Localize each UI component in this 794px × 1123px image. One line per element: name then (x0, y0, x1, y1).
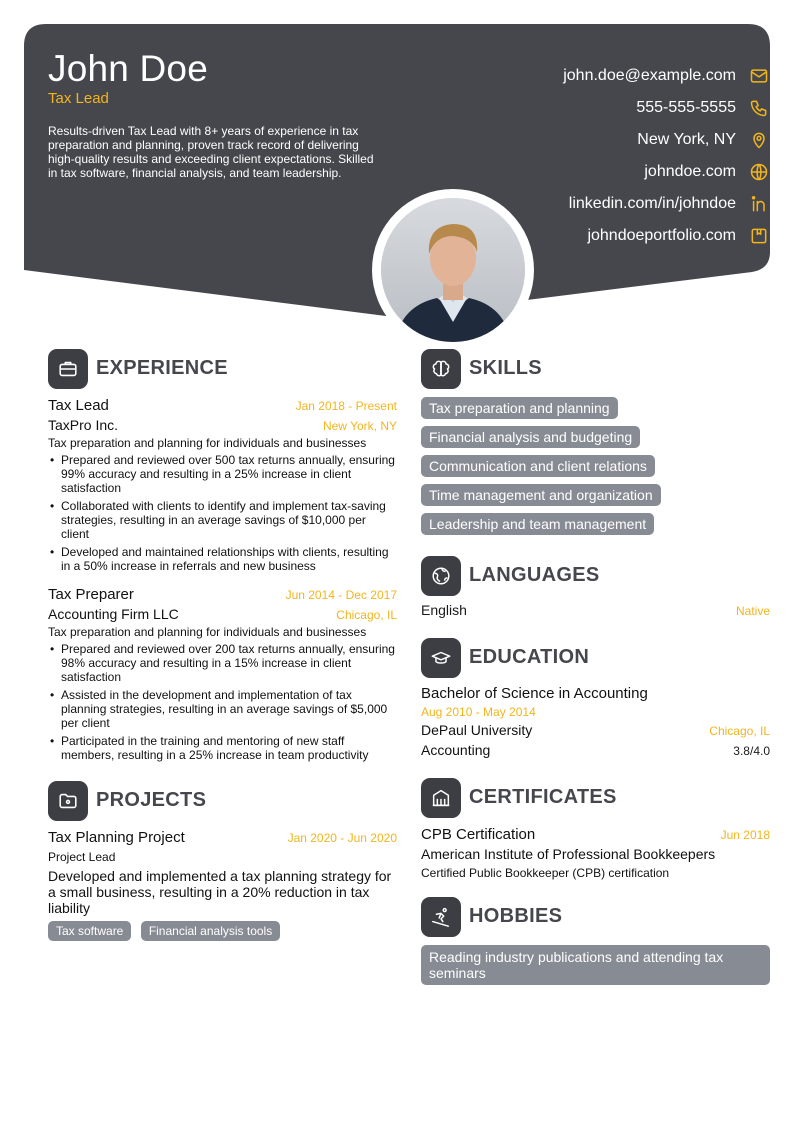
candidate-title: Tax Lead (48, 90, 109, 107)
degree-name: Bachelor of Science in Accounting (421, 685, 648, 702)
school-location: Chicago, IL (709, 724, 770, 738)
skill-tag: Time management and organization (421, 484, 661, 506)
briefcase-icon (48, 349, 88, 389)
project-item (48, 829, 397, 948)
achievement-item: • Collaborated with clients to identify and implement tax-saving strategies, resulting in an average savings of $10,000 per client (48, 499, 397, 541)
envelope-icon (748, 65, 770, 87)
project-tags (48, 921, 397, 948)
achievement-item: • Participated in the training and mentoring of new staff members, resulting in a 25% increase in team productivity (48, 734, 397, 762)
location-pin-icon (748, 129, 770, 151)
contact-portfolio-text[interactable]: johndoeportfolio.com (587, 227, 736, 244)
job-location: Chicago, IL (336, 608, 397, 622)
hobby-tag: Reading industry publications and attending tax seminars (421, 945, 770, 985)
skills-list (421, 397, 770, 542)
graduation-cap-icon (421, 638, 461, 678)
job-dates: Jun 2014 - Dec 2017 (285, 588, 397, 602)
projects-heading: PROJECTS (96, 789, 207, 811)
certificates-section-header (421, 777, 770, 818)
contact-linkedin-text[interactable]: linkedin.com/in/johndoe (568, 195, 736, 212)
education-section-header (421, 637, 770, 678)
job-description: Tax preparation and planning for individuals and businesses (48, 436, 367, 450)
languages-section-header (421, 555, 770, 596)
certificate-description: Certified Public Bookkeeper (CPB) certification (421, 866, 670, 880)
contact-website[interactable] (410, 156, 770, 188)
field-of-study: Accounting (421, 742, 491, 758)
job-achievements (48, 453, 397, 573)
project-dates: Jan 2020 - Jun 2020 (287, 831, 397, 845)
profile-summary: Results-driven Tax Lead with 8+ years of experience in tax preparation and planning, proven track record of delivering high-quality results and exceeding client expectations. Skilled in tax software, financial analysis, and team leadership. (48, 124, 374, 180)
contact-location (410, 124, 770, 156)
language-level: Native (735, 604, 770, 618)
project-tag: Financial analysis tools (141, 921, 280, 941)
certificate-item (421, 826, 770, 880)
education-heading: EDUCATION (469, 646, 590, 668)
phone-icon (748, 97, 770, 119)
projects-section-header (48, 780, 397, 821)
portfolio-icon (748, 225, 770, 247)
skill-tag: Leadership and team management (421, 513, 654, 535)
school-name: DePaul University (421, 722, 533, 738)
language-icon (421, 556, 461, 596)
language-item (421, 602, 770, 618)
job-title: Tax Lead (48, 397, 109, 414)
globe-icon (748, 161, 770, 183)
linkedin-icon (748, 193, 770, 215)
contact-email-text[interactable]: john.doe@example.com (563, 67, 736, 84)
company-name: TaxPro Inc. (48, 417, 119, 433)
contact-location-text: New York, NY (637, 131, 736, 148)
contact-email[interactable] (410, 60, 770, 92)
contact-phone-text[interactable]: 555-555-5555 (636, 99, 736, 116)
gpa-value: 3.8/4.0 (733, 744, 770, 758)
skill-tag: Communication and client relations (421, 455, 655, 477)
experience-item (48, 586, 397, 762)
certificate-date: Jun 2018 (720, 828, 770, 842)
certificate-name: CPB Certification (421, 826, 536, 843)
certificate-building-icon (421, 778, 461, 818)
language-name: English (421, 602, 467, 618)
experience-item (48, 397, 397, 573)
job-location: New York, NY (322, 419, 397, 433)
contact-phone[interactable] (410, 92, 770, 124)
folder-icon (48, 781, 88, 821)
hobbies-section-header (421, 896, 770, 937)
skiing-icon (421, 897, 461, 937)
achievement-item: • Prepared and reviewed over 200 tax returns annually, ensuring 98% accuracy and resulting in a 15% increase in client satisfaction (48, 642, 397, 684)
experience-section-header (48, 348, 397, 389)
right-column (421, 348, 770, 992)
job-dates: Jan 2018 - Present (295, 399, 397, 413)
education-dates: Aug 2010 - May 2014 (421, 705, 536, 719)
job-title: Tax Preparer (48, 586, 134, 603)
education-item (421, 685, 770, 758)
hobbies-list (421, 945, 770, 985)
hobbies-heading: HOBBIES (469, 905, 563, 927)
skills-section-header (421, 348, 770, 389)
experience-heading: EXPERIENCE (96, 357, 228, 379)
skill-tag: Tax preparation and planning (421, 397, 618, 419)
certificate-issuer: American Institute of Professional Bookkeepers (421, 846, 716, 862)
project-role: Project Lead (48, 850, 116, 864)
skill-tag: Financial analysis and budgeting (421, 426, 640, 448)
company-name: Accounting Firm LLC (48, 606, 179, 622)
contact-website-text[interactable]: johndoe.com (644, 163, 736, 180)
left-column (48, 348, 397, 948)
achievement-item: • Developed and maintained relationships with clients, resulting in a 50% increase in referrals and new business (48, 545, 397, 573)
project-tag: Tax software (48, 921, 131, 941)
job-achievements (48, 642, 397, 762)
candidate-name: John Doe (48, 48, 208, 89)
languages-heading: LANGUAGES (469, 564, 600, 586)
project-description: Developed and implemented a tax planning strategy for a small business, resulting in a 20% reduction in tax liability (48, 868, 392, 916)
certificates-heading: CERTIFICATES (469, 786, 617, 808)
job-description: Tax preparation and planning for individuals and businesses (48, 625, 367, 639)
project-title: Tax Planning Project (48, 829, 185, 846)
achievement-item: • Prepared and reviewed over 500 tax returns annually, ensuring 99% accuracy and resulting in a 25% increase in client satisfaction (48, 453, 397, 495)
profile-photo (381, 198, 525, 342)
brain-icon (421, 349, 461, 389)
achievement-item: • Assisted in the development and implementation of tax planning strategies, resulting in an average savings of $5,000 per client (48, 688, 397, 730)
skills-heading: SKILLS (469, 357, 542, 379)
